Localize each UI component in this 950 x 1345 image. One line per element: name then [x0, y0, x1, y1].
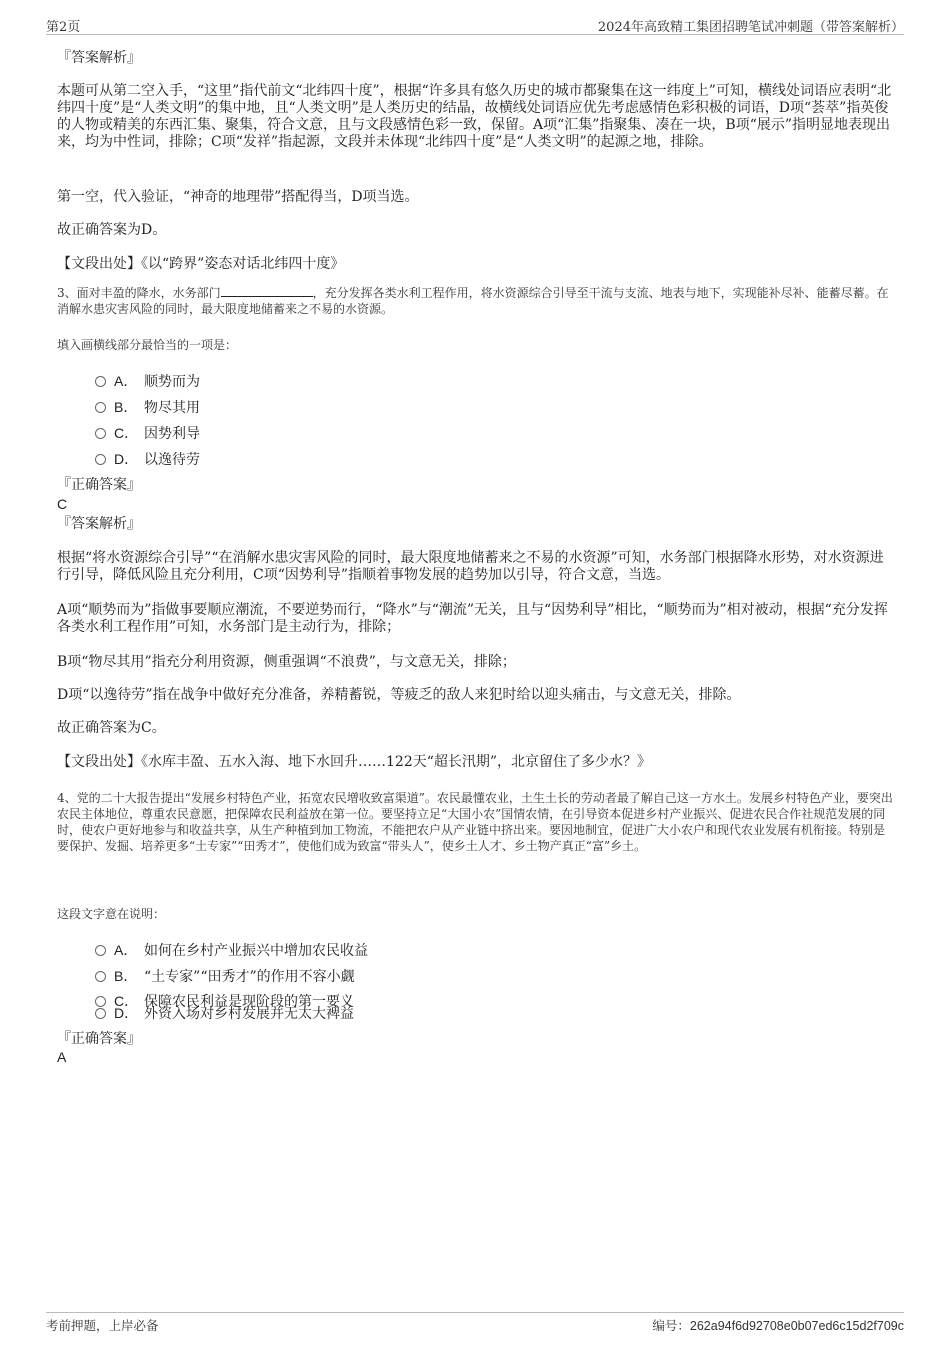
radio-icon[interactable] — [95, 376, 106, 387]
answer-label: 『正确答案』 — [57, 477, 141, 493]
option-text: 以逸待劳 — [144, 452, 200, 468]
option-letter: C． — [114, 425, 139, 441]
radio-icon[interactable] — [95, 945, 106, 956]
option-text: 物尽其用 — [144, 400, 200, 416]
document-title: 2024年高致精工集团招聘笔试冲刺题（带答案解析） — [597, 20, 904, 35]
option-text: 如何在乡村产业振兴中增加农民收益 — [144, 943, 368, 959]
page-header — [46, 14, 904, 35]
question-prompt: 这段文字意在说明： — [57, 907, 166, 921]
option-c[interactable] — [95, 423, 200, 441]
analysis-paragraph: A项“顺势而为”指做事要顺应潮流，不要逆势而行，“降水”与“潮流”无关，且与“因势利导”相比，“顺势而为”相对被动，根据“充分发挥各类水利工程作用”可知，水务部门是主动行为，排除； — [57, 602, 888, 635]
fill-blank — [221, 284, 313, 297]
option-letter: B． — [114, 968, 138, 984]
source-citation: 【文段出处】《水库丰盈、五水入海、地下水回升……122天“超长汛期”，北京留住了多少水？》 — [57, 754, 652, 770]
question-stem: 4、党的二十大报告提出“发展乡村特色产业，拓宽农民增收致富渠道”。农民最懂农业，土生土长的劳动者最了解自己这一方水土。发展乡村特色产业，要突出农民主体地位，尊重农民意愿，把保障农民利益放在第一位。要坚持立足“大国小农”国情农情，在引导资本促进乡村产业振兴、促进农民合作社规范发展的同时，使农户更好地参与和收益共享，从生产种植到加工物流，不能把农户从产业链中挤出来。要因地制宜，促进广大小农户和现代农业发展有机衔接。特别是要保护、发掘、培养更多“土专家”“田秀才”，使他们成为致富“带头人”，使乡土人才、乡土物产真正“富”乡土。 — [57, 791, 893, 853]
analysis-paragraph: 故正确答案为C。 — [57, 720, 166, 736]
option-letter: B． — [114, 399, 138, 415]
option-text: 外资入场对乡村发展并无太大裨益 — [144, 1006, 354, 1022]
option-b[interactable] — [95, 966, 355, 984]
code-label: 编号： — [652, 1318, 690, 1333]
analysis-label: 『答案解析』 — [57, 50, 141, 66]
answer-value: C — [57, 496, 68, 512]
analysis-paragraph: 根据“将水资源综合引导”“在消解水患灾害风险的同时，最大限度地储蓄来之不易的水资源”可知，水务部门根据降水形势，对水资源进行引导，降低风险且充分利用，C项“因势利导”指顺着事物发展的趋势加以引导，符合文意，当选。 — [57, 550, 884, 583]
question-stem-part: ，充分发挥各类水利工程作用，将水资源综合引导至干流与支流、地表与地下，实现能补尽补、能蓄尽蓄。在消解水患灾害风险的同时，最大限度地储蓄来之不易的水资源。 — [57, 286, 889, 316]
option-d[interactable] — [95, 1003, 354, 1021]
page-number: 第2页 — [46, 20, 81, 35]
analysis-paragraph: 本题可从第二空入手，“这里”指代前文“北纬四十度”，根据“许多具有悠久历史的城市都聚集在这一纬度上”可知，横线处词语应表明“北纬四十度”是“人类文明”的集中地，且“人类文明”是人类历史的结晶，故横线处词语应优先考虑感情色彩积极的词语，D项“荟萃”指英俊的人物或精美的东西汇集、聚集，符合文意，且与文段感情色彩一致，保留。A项“汇集”指聚集、凑在一块，B项“展示”指明显地表现出来，均为中性词，排除；C项“发祥”指起源，文段并未体现“北纬四十度”是“人类文明”的起源之地，排除。 — [57, 83, 892, 150]
analysis-paragraph: B项“物尽其用”指充分利用资源，侧重强调“不浪费”，与文意无关，排除； — [57, 654, 516, 670]
answer-label: 『正确答案』 — [57, 1031, 141, 1047]
option-letter: C． — [114, 993, 139, 1009]
radio-icon[interactable] — [95, 454, 106, 465]
code-value: 262a94f6d92708e0b07ed6c15d2f709c — [689, 1319, 904, 1333]
analysis-paragraph: 第一空，代入验证，“神奇的地理带”搭配得当，D项当选。 — [57, 189, 419, 205]
question-stem — [57, 284, 893, 317]
analysis-paragraph: 故正确答案为D。 — [57, 222, 167, 238]
option-letter: A． — [114, 942, 138, 958]
option-letter: D． — [114, 1005, 139, 1021]
footer-slogan: 考前押题，上岸必备 — [46, 1318, 159, 1333]
option-letter: D． — [114, 451, 139, 467]
page-footer — [46, 1312, 904, 1337]
radio-icon[interactable] — [95, 428, 106, 439]
question-prompt: 填入画横线部分最恰当的一项是： — [57, 338, 238, 352]
option-text: 保障农民利益是现阶段的第一要义 — [144, 994, 354, 1010]
option-a[interactable] — [95, 371, 200, 389]
radio-icon[interactable] — [95, 971, 106, 982]
radio-icon[interactable] — [95, 1008, 106, 1019]
question-stem-part: 3、面对丰盈的降水，水务部门 — [57, 286, 221, 300]
radio-icon[interactable] — [95, 402, 106, 413]
analysis-paragraph: D项“以逸待劳”指在战争中做好充分准备，养精蓄锐，等疲乏的敌人来犯时给以迎头痛击，与文意无关，排除。 — [57, 687, 741, 703]
option-text: 顺势而为 — [144, 374, 200, 390]
document-code — [652, 1316, 904, 1334]
option-text: 因势利导 — [144, 426, 200, 442]
source-citation: 【文段出处】《以“跨界”姿态对话北纬四十度》 — [57, 256, 345, 272]
option-text: “土专家”“田秀才”的作用不容小觑 — [144, 969, 355, 985]
analysis-label: 『答案解析』 — [57, 516, 141, 532]
answer-value: A — [57, 1049, 67, 1065]
option-a[interactable] — [95, 940, 368, 958]
option-letter: A． — [114, 373, 138, 389]
option-b[interactable] — [95, 397, 200, 415]
option-d[interactable] — [95, 449, 200, 467]
